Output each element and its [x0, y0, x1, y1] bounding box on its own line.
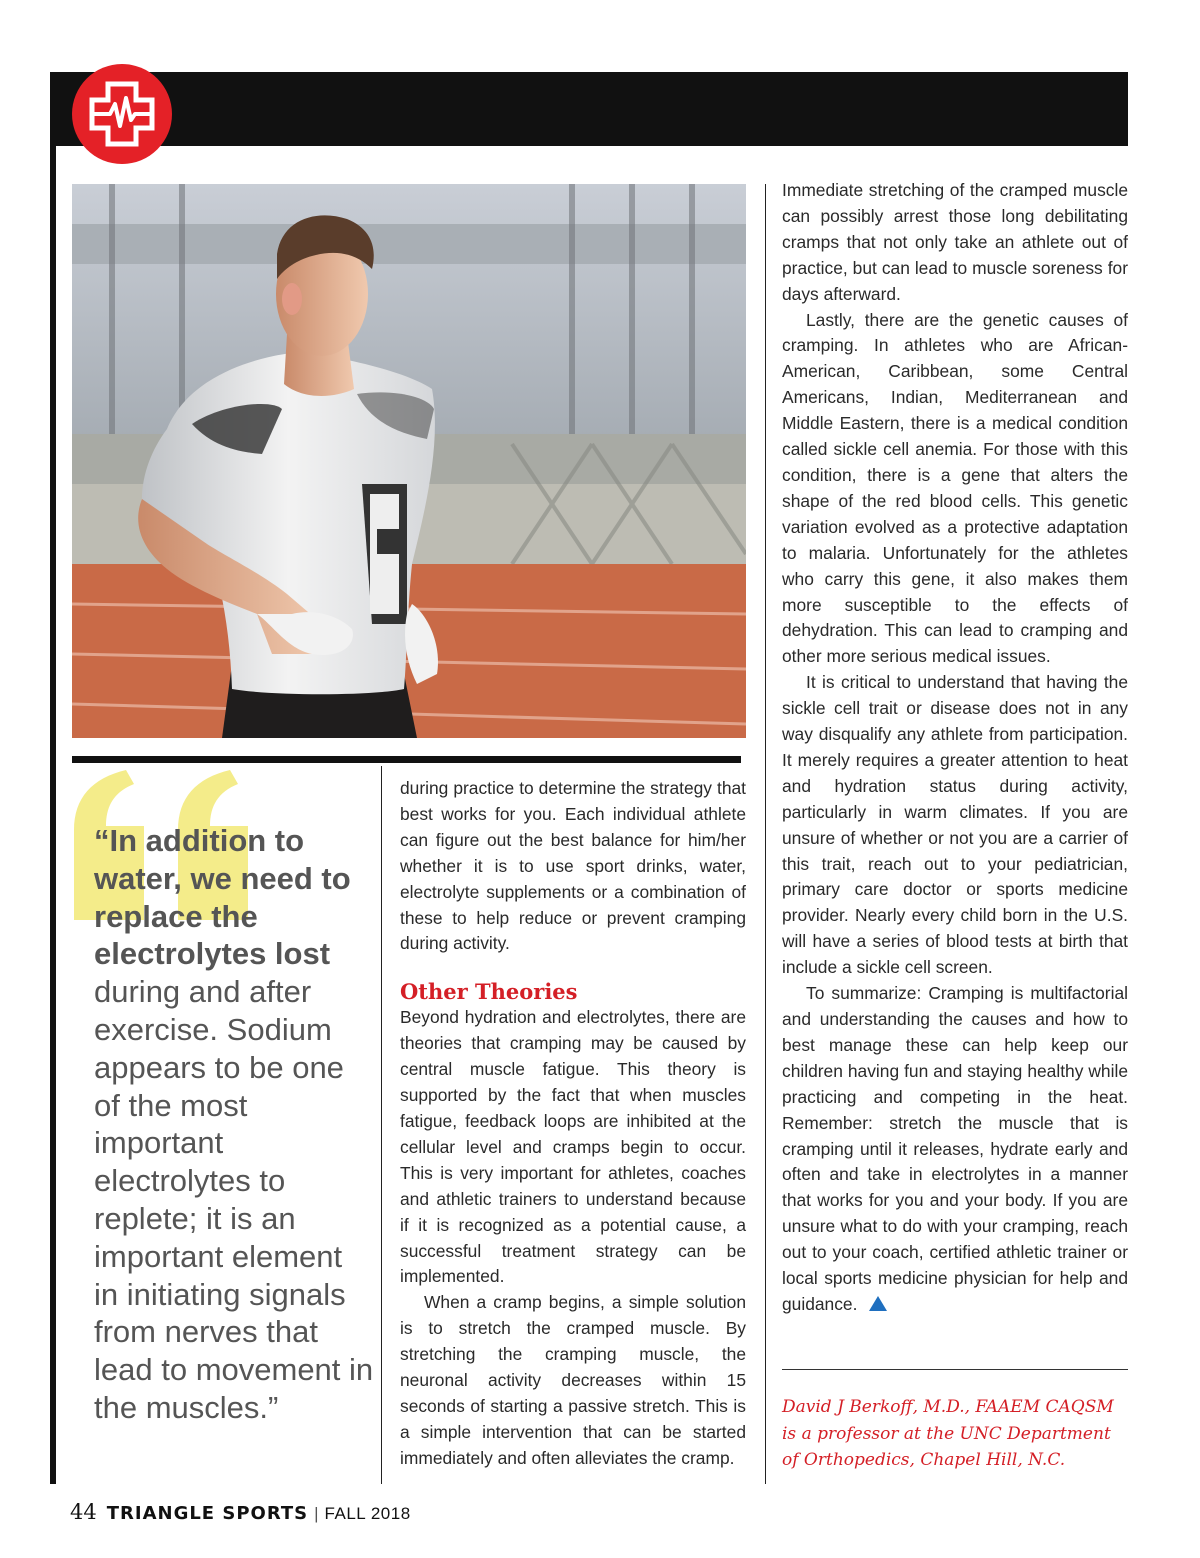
article-column-middle [400, 776, 746, 1472]
column-divider [765, 184, 766, 1484]
pull-quote [94, 822, 374, 1427]
article-paragraph-text: To summarize: Cramping is multifactorial and understanding the causes and how to best manage these can help keep our children having fun and staying healthy while practicing and competing in the heat. Remember: stretch the muscle that is cramping until it releases, hydrate early and often and take in electrolytes in a manner that works for you and your body. If you are unsure what to do with your cramping, reach out to your coach, certified athletic trainer or local sports medicine physician for help and guidance. [782, 983, 1128, 1314]
article-paragraph: Lastly, there are the genetic causes of cramping. In athletes who are African-American, Caribbean, some Central Americans, Indian, Mediterranean and Middle Eastern, there is a medical condition called sickle cell anemia. For those with this condition, there is a gene that alters the shape of the red blood cells. This genetic variation evolved as a protective adaptation to malaria. Unfortunately for the athletes who carry this gene, it also makes them more susceptible to the effects of dehydration. This can lead to cramping and other more serious medical issues. [782, 309, 1128, 667]
football-player-photo [72, 184, 746, 738]
magazine-name: TRIANGLE SPORTS [106, 1503, 309, 1524]
footer-separator: | [314, 1504, 319, 1523]
page-number: 44 [70, 1500, 97, 1524]
pull-quote-rest: during and after exercise. Sodium appears to be one of the most important electrolytes to replete; it is an important element in initiating signals from nerves that lead to movement in the muscles.” [94, 974, 374, 1425]
triangle-end-mark-icon [869, 1296, 887, 1311]
author-bio: David J Berkoff, M.D., FAAEM CAQSM is a professor at the UNC Department of Orthopedics, Chapel Hill, N.C. [782, 1397, 1114, 1470]
section-heading: Other Theories [400, 979, 578, 1005]
article-paragraph: during practice to determine the strategy that best works for you. Each individual athlete can figure out the best balance for him/her whether it is to use sport drinks, water, electrolyte supplements or a combination of these to help reduce or prevent cramping during activity. [400, 778, 746, 954]
bio-divider-rule [782, 1369, 1128, 1370]
column-divider [381, 766, 382, 1484]
photo-divider-rule [72, 756, 741, 763]
article-paragraph: Immediate stretching of the cramped muscle can possibly arrest those long debilitating cramps that not only take an athlete out of practice, but can lead to muscle soreness for days afterward. [782, 180, 1128, 304]
article-column-right [782, 178, 1128, 1318]
article-paragraph: When a cramp begins, a simple solution is to stretch the cramped muscle. By stretching the cramping muscle, the neuronal activity decreases within 15 seconds of starting a passive stretch. This is a simple intervention that can be started immediately and often alleviates the cramp. [400, 1292, 746, 1468]
article-paragraph-final [782, 981, 1128, 1318]
medical-cross-heartbeat-icon [72, 64, 172, 164]
article-paragraph: It is critical to understand that having the sickle cell trait or disease does not in any way disqualify any athlete from participation. It merely requires a greater attention to heat and hydration status during activity, particularly in warm climates. If you are unsure of whether or not you are a carrier of this trait, reach out to your pediatrician, primary care doctor or sports medicine provider. Nearly every child born in the U.S. will have a series of blood tests at birth that include a sickle cell screen. [782, 672, 1128, 978]
header-bar [50, 72, 1128, 146]
pull-quote-open: “ [94, 823, 110, 858]
pull-quote-emphasis: In addition to water, we need to replace the electrolytes lost [94, 823, 351, 972]
left-vertical-rule [50, 72, 56, 1484]
article-paragraph: Beyond hydration and electrolytes, there are theories that cramping may be caused by central muscle fatigue. This theory is supported by the fact that when muscles fatigue, feedback loops are inhibited at the cellular level and cramps begin to occur. This is very important for athletes, coaches and athletic trainers to understand because if it is recognized as a potential cause, a successful treatment strategy can be implemented. [400, 1007, 746, 1287]
issue-label: FALL 2018 [324, 1504, 411, 1523]
page-footer [70, 1500, 411, 1526]
